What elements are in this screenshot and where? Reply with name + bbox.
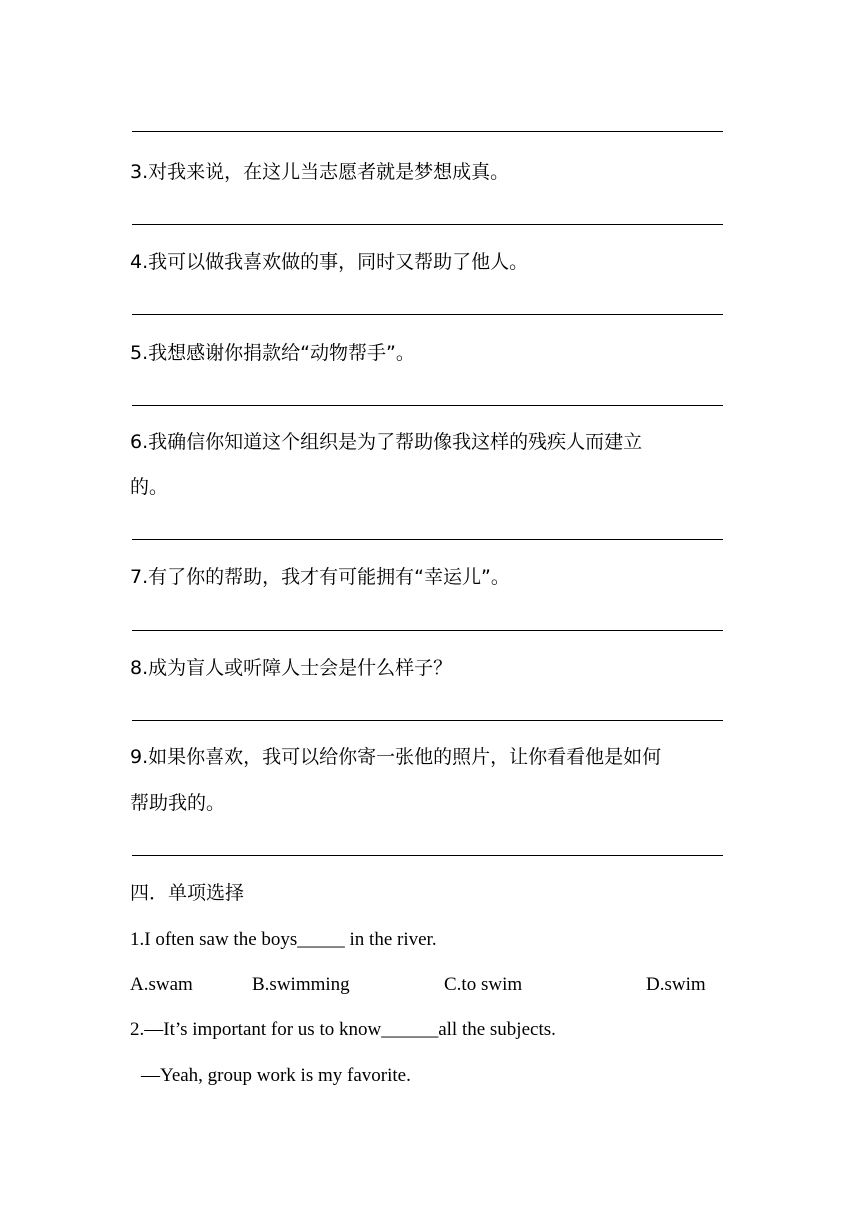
- question-1-option-c: C.to swim: [444, 974, 523, 995]
- translation-item-7: 7.有了你的帮助，我才有可能拥有“幸运儿”。: [130, 566, 510, 588]
- translation-item-8: 8.成为盲人或听障人士会是什么样子？: [130, 657, 453, 679]
- translation-item-5: 5.我想感谢你捐款给“动物帮手”。: [130, 342, 415, 364]
- translation-item-9-continued: 帮助我的。: [130, 792, 226, 814]
- translation-item-3: 3.对我来说，在这儿当志愿者就是梦想成真。: [130, 161, 510, 183]
- translation-item-6: 6.我确信你知道这个组织是为了帮助像我这样的残疾人而建立: [130, 431, 643, 453]
- translation-item-4: 4.我可以做我喜欢做的事，同时又帮助了他人。: [130, 251, 529, 273]
- answer-line: [132, 314, 723, 315]
- section-title: 四．单项选择: [130, 882, 245, 904]
- translation-item-6-continued: 的。: [130, 476, 169, 498]
- answer-line: [132, 539, 723, 540]
- translation-item-9: 9.如果你喜欢，我可以给你寄一张他的照片，让你看看他是如何: [130, 746, 662, 768]
- answer-line: [132, 630, 723, 631]
- question-1-option-a: A.swam: [130, 974, 193, 995]
- question-1-option-d: D.swim: [646, 974, 706, 995]
- question-1-stem: 1.I often saw the boys_____ in the river.: [130, 929, 437, 950]
- answer-line: [132, 131, 723, 132]
- question-2-reply: —Yeah, group work is my favorite.: [141, 1065, 411, 1086]
- answer-line: [132, 720, 723, 721]
- answer-line: [132, 405, 723, 406]
- answer-line: [132, 224, 723, 225]
- question-2-stem: 2.—It’s important for us to know______all the subjects.: [130, 1019, 556, 1040]
- question-1-option-b: B.swimming: [252, 974, 350, 995]
- answer-line: [132, 855, 723, 856]
